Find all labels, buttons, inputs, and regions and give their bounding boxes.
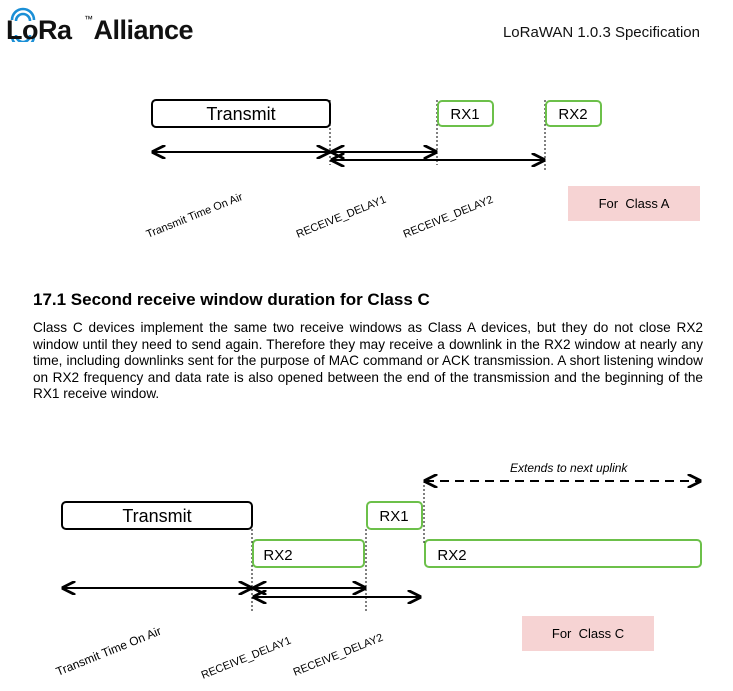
class-c-label: For Class C [551,626,625,641]
receive-delay2-label: RECEIVE_DELAY2 [401,193,495,241]
time-on-air-label: Transmit Time On Air [144,191,245,241]
class-a-timing-diagram [0,0,733,260]
logo-alliance-text: Alliance [93,14,194,45]
transmit-label: Transmit [122,506,192,526]
rx1-label: RX1 [379,508,409,525]
logo-trademark: ™ [84,14,93,24]
rx2-label: RX2 [558,106,588,123]
rx1-label: RX1 [450,106,480,123]
section-paragraph: Class C devices implement the same two receive windows as Class A devices, but they do not close RX2 window until they need to send again. Therefore they may receive a downlink in the RX2 window at nearly any time, including downlinks sent for the purpose of MAC command or ACK transmission. A short listening window on RX2 frequency and data rate is also opened between the end of the transmission and the beginning of the RX1 receive window. [33,320,703,402]
spec-title: LoRaWAN 1.0.3 Specification [502,24,700,41]
transmit-label: Transmit [206,104,276,124]
rx2-short-label: RX2 [263,547,293,564]
receive-delay1-label: RECEIVE_DELAY1 [199,634,293,682]
time-on-air-label: Transmit Time On Air [53,623,164,679]
section-heading: 17.1 Second receive window duration for Class C [33,290,430,309]
receive-delay1-label: RECEIVE_DELAY1 [294,193,388,241]
class-a-label: For Class A [598,196,670,211]
rx2-long-label: RX2 [437,547,467,564]
logo-lora-text: LoRa [6,14,72,45]
class-c-timing-diagram [0,451,733,691]
receive-delay2-label: RECEIVE_DELAY2 [291,631,385,679]
extends-label: Extends to next uplink [510,461,628,475]
